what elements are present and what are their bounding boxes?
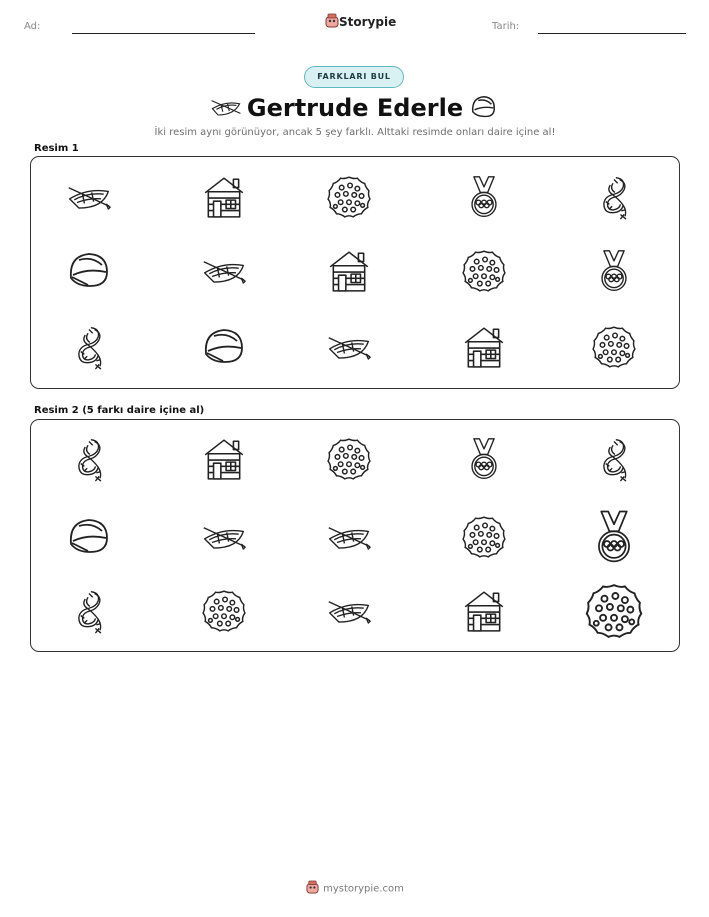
activity-badge: FARKLARI BUL — [304, 66, 404, 88]
page-title: Gertrude Ederle — [246, 94, 464, 122]
rowboat-icon — [326, 324, 372, 370]
medal-icon[interactable] — [585, 508, 643, 566]
rowboat-icon — [201, 248, 247, 294]
cabin-icon — [201, 174, 247, 220]
rope-icon[interactable] — [66, 436, 112, 482]
medal-icon — [591, 248, 637, 294]
rowboat-icon — [66, 174, 112, 220]
cabin-icon[interactable] — [461, 588, 507, 634]
sponge-icon[interactable] — [201, 588, 247, 634]
instructions: İki resim aynı görünüyor, ancak 5 şey farklı. Alttaki resimde onları daire içine al! — [154, 127, 556, 138]
rope-icon — [66, 324, 112, 370]
swim-cap-icon — [201, 324, 247, 370]
name-line — [72, 33, 255, 34]
swim-cap-icon — [469, 93, 497, 121]
rowboat-icon[interactable] — [201, 514, 247, 560]
sponge-icon[interactable] — [326, 436, 372, 482]
date-label: Tarih: — [492, 21, 520, 32]
sponge-icon[interactable] — [584, 581, 644, 641]
rope-icon — [591, 174, 637, 220]
rope-icon[interactable] — [66, 588, 112, 634]
swim-cap-icon[interactable] — [66, 514, 112, 560]
rope-icon[interactable] — [591, 436, 637, 482]
brand-name: Storypie — [339, 15, 397, 29]
medal-icon[interactable] — [461, 436, 507, 482]
medal-icon — [461, 174, 507, 220]
footer-url: mystorypie.com — [323, 883, 404, 895]
date-line — [538, 33, 686, 34]
storypie-logo-icon — [325, 13, 339, 32]
rowboat-icon[interactable] — [326, 514, 372, 560]
swim-cap-icon — [66, 248, 112, 294]
sponge-icon[interactable] — [461, 514, 507, 560]
cabin-icon — [461, 324, 507, 370]
picture-1-label: Resim 1 — [34, 143, 79, 154]
footer — [240, 880, 470, 897]
name-label: Ad: — [24, 21, 41, 32]
cabin-icon[interactable] — [201, 436, 247, 482]
sponge-icon — [461, 248, 507, 294]
sponge-icon — [591, 324, 637, 370]
rowboat-icon[interactable] — [326, 588, 372, 634]
storypie-logo-icon — [306, 880, 319, 897]
cabin-icon — [326, 248, 372, 294]
picture-2-label: Resim 2 (5 farkı daire içine al) — [34, 405, 205, 416]
sponge-icon — [326, 174, 372, 220]
